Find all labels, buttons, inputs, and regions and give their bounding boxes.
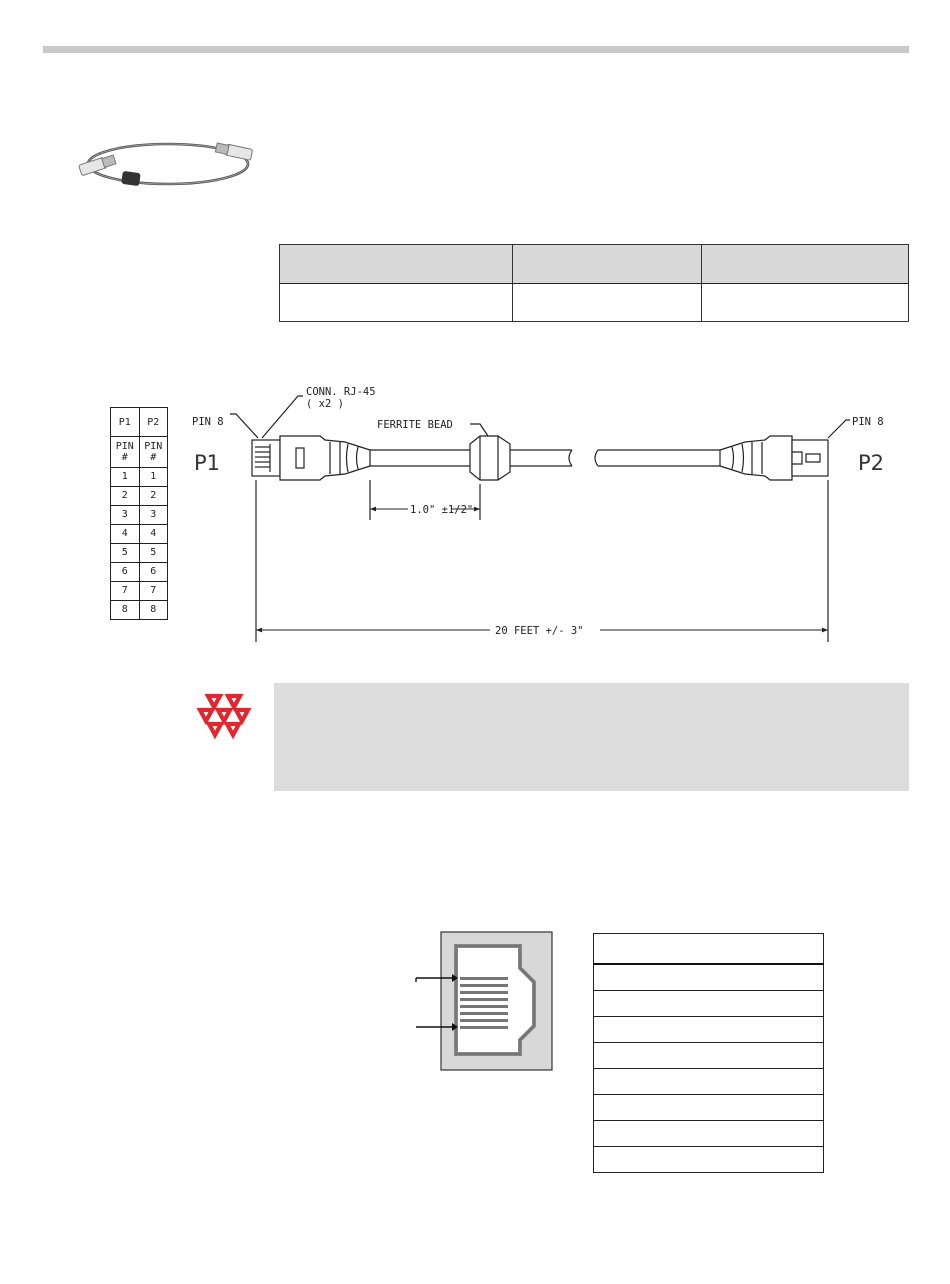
jack-cell bbox=[594, 964, 824, 991]
jack-cell bbox=[594, 1017, 824, 1043]
bead-dimension-label: 1.0" ±1/2" bbox=[410, 504, 474, 516]
pin-subheader-p1: PIN # bbox=[111, 437, 140, 468]
pin-cell: 2 bbox=[111, 487, 140, 506]
pin-cell: 7 bbox=[139, 582, 168, 601]
p2-boot bbox=[720, 436, 792, 480]
cable-drawing bbox=[180, 380, 920, 650]
pin-col-p1: P1 bbox=[111, 408, 140, 437]
table-row bbox=[594, 964, 824, 991]
pin-table-header bbox=[111, 408, 168, 437]
table-row bbox=[111, 487, 168, 506]
table-row bbox=[594, 1095, 824, 1121]
pin8-right-leader bbox=[828, 420, 850, 438]
pin-table-subheader bbox=[111, 437, 168, 468]
pin-cell: 8 bbox=[111, 601, 140, 620]
pin-cell: 6 bbox=[111, 563, 140, 582]
ferrite-bead bbox=[470, 436, 510, 480]
spec-header-cell bbox=[513, 245, 702, 284]
p1-plug-body bbox=[252, 440, 280, 476]
jack-cell bbox=[594, 1095, 824, 1121]
table-row bbox=[111, 563, 168, 582]
length-dimension-label: 20 FEET +/- 3" bbox=[495, 625, 584, 637]
table-row bbox=[111, 582, 168, 601]
polycom-triangles-icon bbox=[196, 690, 252, 746]
ferrite-leader bbox=[470, 424, 488, 436]
ferrite-bead-label: FERRITE BEAD bbox=[377, 419, 453, 431]
jack-table-header bbox=[594, 934, 824, 965]
table-row bbox=[594, 1017, 824, 1043]
conn-leader bbox=[262, 396, 303, 438]
pin-cell: 6 bbox=[139, 563, 168, 582]
top-rule bbox=[43, 46, 909, 53]
table-row bbox=[111, 601, 168, 620]
jack-cell bbox=[594, 991, 824, 1017]
p2-label: P2 bbox=[858, 451, 885, 475]
pin-cell: 1 bbox=[111, 468, 140, 487]
spec-header-cell bbox=[702, 245, 909, 284]
pin-cell: 4 bbox=[139, 525, 168, 544]
pin-cell: 3 bbox=[111, 506, 140, 525]
conn-qty-label: ( x2 ) bbox=[306, 398, 344, 410]
table-row bbox=[111, 525, 168, 544]
table-row bbox=[594, 1043, 824, 1069]
pin-cell: 4 bbox=[111, 525, 140, 544]
pin-subheader-p2: PIN # bbox=[139, 437, 168, 468]
pin-cell: 1 bbox=[139, 468, 168, 487]
cable-photo-image bbox=[76, 132, 258, 198]
jack-cell bbox=[594, 1121, 824, 1147]
spec-table-header-row bbox=[280, 245, 909, 284]
note-box bbox=[274, 683, 909, 791]
table-row bbox=[111, 544, 168, 563]
conn-rj45-label: CONN. RJ-45 bbox=[306, 386, 376, 398]
table-row bbox=[594, 991, 824, 1017]
jack-cell bbox=[594, 1147, 824, 1173]
pin-col-p2: P2 bbox=[139, 408, 168, 437]
pin-cell: 8 bbox=[139, 601, 168, 620]
pin8-left-label: PIN 8 bbox=[192, 416, 224, 428]
table-row bbox=[594, 1121, 824, 1147]
rj45-jack-diagram bbox=[400, 930, 560, 1075]
jack-cell bbox=[594, 1043, 824, 1069]
jack-cell bbox=[594, 1069, 824, 1095]
spec-cell bbox=[702, 284, 909, 322]
p1-label: P1 bbox=[194, 451, 221, 475]
pin8-right-label: PIN 8 bbox=[852, 416, 884, 428]
table-row bbox=[111, 468, 168, 487]
pin-cell: 5 bbox=[111, 544, 140, 563]
pin-cell: 2 bbox=[139, 487, 168, 506]
pin-cell: 3 bbox=[139, 506, 168, 525]
table-row bbox=[280, 284, 909, 322]
pin8-left-leader bbox=[230, 414, 258, 438]
jack-header-cell bbox=[594, 934, 824, 965]
table-row bbox=[111, 506, 168, 525]
spec-cell bbox=[280, 284, 513, 322]
spec-table bbox=[279, 244, 909, 322]
spec-cell bbox=[513, 284, 702, 322]
table-row bbox=[594, 1147, 824, 1173]
pin-cell: 5 bbox=[139, 544, 168, 563]
jack-pinout-table bbox=[593, 933, 824, 1173]
spec-header-cell bbox=[280, 245, 513, 284]
table-row bbox=[594, 1069, 824, 1095]
pin-cell: 7 bbox=[111, 582, 140, 601]
pin-mapping-table bbox=[110, 407, 168, 620]
p2-plug-body bbox=[792, 440, 828, 476]
